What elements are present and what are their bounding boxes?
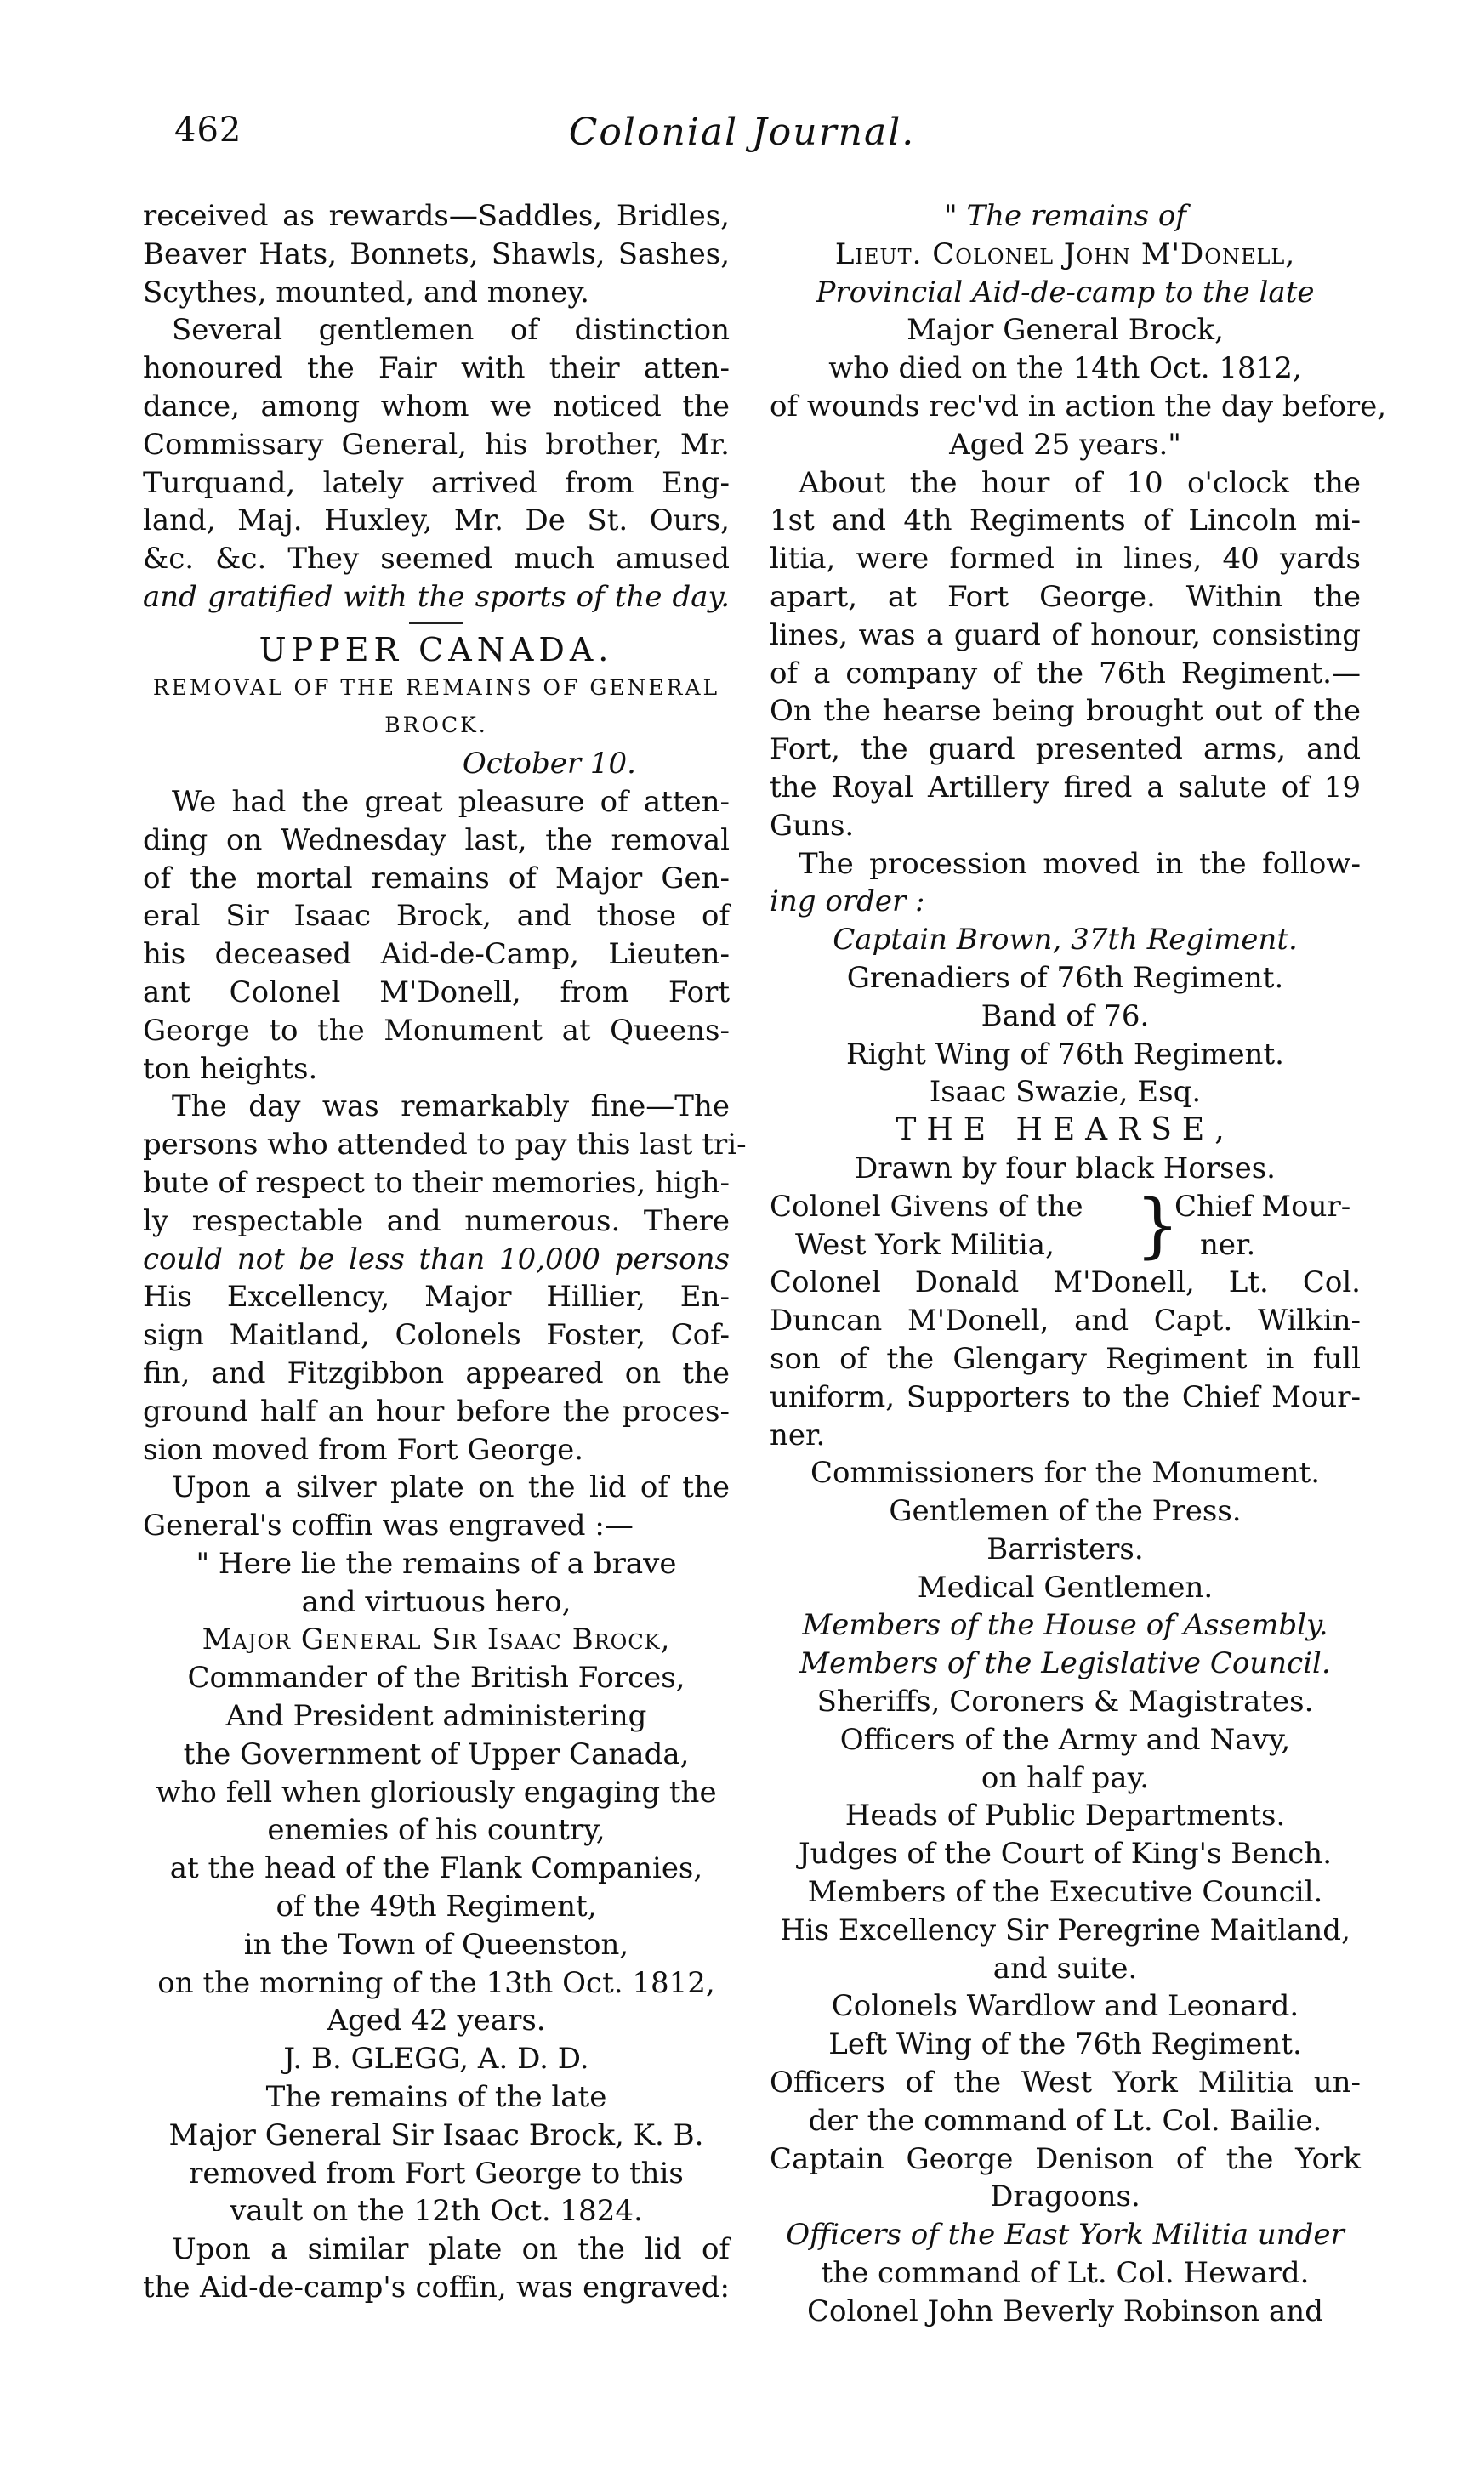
procession-item: Heads of Public Departments. xyxy=(844,1799,1286,1833)
inscription-line: vault on the 12th Oct. 1824. xyxy=(230,2194,643,2229)
chief-mourner-role xyxy=(1164,1188,1351,1265)
text-line: Several gentlemen of distinction xyxy=(172,313,730,348)
text-line: Colonel Donald M'Donell, Lt. Col. xyxy=(770,1265,1361,1300)
text-line: ground half an hour before the proces- xyxy=(143,1394,730,1429)
text-line: fin, and Fitzgibbon appeared on the xyxy=(143,1356,730,1390)
section-subheading: REMOVAL OF THE REMAINS OF GENERAL xyxy=(152,674,720,700)
inscription-line: Major General Sir Isaac Brock, xyxy=(202,1623,671,1657)
text-line: Beaver Hats, Bonnets, Shawls, Sashes, xyxy=(143,236,730,271)
section-subheading: BROCK. xyxy=(384,713,488,738)
text-line: sion moved from Fort George. xyxy=(143,1432,584,1467)
procession-item: the command of Lt. Col. Heward. xyxy=(821,2256,1310,2291)
dateline: October 10. xyxy=(462,747,636,781)
text-line: could not be less than 10,000 persons xyxy=(143,1242,730,1276)
inscription-line: the Government of Upper Canada, xyxy=(183,1736,690,1771)
procession-item: Commissioners for the Monument. xyxy=(810,1456,1321,1491)
left-column xyxy=(143,197,747,2307)
text-line: honoured the Fair with their atten- xyxy=(143,351,730,386)
text-line: sign Maitland, Colonels Foster, Cof- xyxy=(143,1318,730,1353)
text-line: the Aid-de-camp's coffin, was engraved: xyxy=(143,2271,730,2305)
text-line: Commissary General, his brother, Mr. xyxy=(143,427,730,462)
text-line: 1st and 4th Regiments of Lincoln mi- xyxy=(770,503,1361,538)
procession-item: Officers of the West York Militia un- xyxy=(770,2066,1361,2100)
right-column xyxy=(770,197,1387,2331)
procession-item: on half pay. xyxy=(981,1760,1150,1795)
text-line: About the hour of 10 o'clock the xyxy=(799,465,1361,500)
inscription-line: Provincial Aid-de-camp to the late xyxy=(816,275,1315,310)
procession-item: Judges of the Court of King's Bench. xyxy=(798,1837,1333,1872)
inscription-line: of the 49th Regiment, xyxy=(276,1890,597,1924)
inscription-signature: J. B. GLEGG, A. D. D. xyxy=(283,2042,589,2077)
page-number: 462 xyxy=(174,111,242,150)
chief-mourner-block xyxy=(770,1185,1361,1266)
procession-item: Right Wing of 76th Regiment. xyxy=(846,1037,1284,1071)
inscription-line: and virtuous hero, xyxy=(301,1584,571,1619)
text-line: Scythes, mounted, and money. xyxy=(143,275,589,310)
text-line: uniform, Supporters to the Chief Mour- xyxy=(770,1379,1361,1414)
procession-item: Medical Gentlemen. xyxy=(917,1570,1214,1605)
text-line: lines, was a guard of honour, consisting xyxy=(770,617,1361,652)
text-line: Upon a silver plate on the lid of the xyxy=(172,1470,730,1505)
text-line: apart, at Fort George. Within the xyxy=(770,579,1361,614)
text-line: persons who attended to pay this last tri- xyxy=(143,1128,747,1162)
procession-item: Sheriffs, Coroners & Magistrates. xyxy=(816,1685,1314,1719)
text-line: land, Maj. Huxley, Mr. De St. Ours, xyxy=(143,503,730,538)
text-line: ner. xyxy=(1200,1227,1256,1262)
inscription-line: Aged 42 years. xyxy=(327,2003,546,2038)
text-line: His Excellency, Major Hillier, En- xyxy=(143,1280,730,1315)
inscription-line: " Here lie the remains of a brave xyxy=(196,1546,677,1581)
text-line: ding on Wednesday last, the removal xyxy=(143,822,730,857)
procession-item: Grenadiers of 76th Regiment. xyxy=(846,960,1284,995)
text-line: his deceased Aid-de-Camp, Lieuten- xyxy=(143,937,730,972)
text-line: ton heights. xyxy=(143,1051,318,1086)
procession-item: and suite. xyxy=(992,1951,1138,1986)
procession-item: Captain George Denison of the York xyxy=(770,2141,1361,2176)
text-line: The day was remarkably fine—The xyxy=(172,1089,730,1124)
text-line: and gratified with the sports of the day. xyxy=(143,579,730,614)
text-line: son of the Glengary Regiment in full xyxy=(770,1341,1361,1376)
procession-item: Members of the Legislative Council. xyxy=(799,1646,1331,1681)
inscription-line: The remains of the late xyxy=(265,2080,607,2115)
procession-item: Members of the Executive Council. xyxy=(807,1875,1323,1910)
procession-item: der the command of Lt. Col. Bailie. xyxy=(808,2103,1322,2138)
text-line: ing order : xyxy=(770,884,925,919)
inscription-line: Major General Sir Isaac Brock, K. B. xyxy=(168,2117,704,2152)
procession-item: Isaac Swazie, Esq. xyxy=(929,1075,1202,1110)
inscription-line: who died on the 14th Oct. 1812, xyxy=(828,351,1302,386)
inscription-line: who fell when gloriously engaging the xyxy=(156,1775,717,1810)
text-line: ly respectable and numerous. There xyxy=(143,1203,730,1238)
text-line: the Royal Artillery fired a salute of 19 xyxy=(770,770,1361,804)
inscription-line: removed from Fort George to this xyxy=(189,2156,684,2191)
procession-item: Left Wing of the 76th Regiment. xyxy=(828,2027,1302,2062)
running-head: Colonial Journal. xyxy=(568,111,916,154)
text-line: Upon a similar plate on the lid of xyxy=(172,2232,730,2267)
inscription-line: " The remains of xyxy=(944,199,1186,233)
inscription-line: of wounds rec'vd in action the day before, xyxy=(770,389,1387,423)
text-line: received as rewards—Saddles, Bridles, xyxy=(143,199,730,233)
section-heading: UPPER CANADA. xyxy=(259,630,614,668)
text-line: Fort, the guard presented arms, and xyxy=(770,732,1361,767)
inscription-line: And President administering xyxy=(225,1699,647,1734)
inscription-line: Aged 25 years." xyxy=(949,427,1181,462)
procession-item: His Excellency Sir Peregrine Maitland, xyxy=(780,1912,1350,1947)
text-line: litia, were formed in lines, 40 yards xyxy=(770,542,1361,577)
inscription-line: Major General Brock, xyxy=(907,313,1224,348)
inscription-line: Lieut. Colonel John M'Donell, xyxy=(834,236,1296,271)
procession-item: Colonels Wardlow and Leonard. xyxy=(831,1989,1299,2024)
text-line: General's coffin was engraved :— xyxy=(143,1509,634,1543)
text-line: bute of respect to their memories, high- xyxy=(143,1165,730,1200)
text-line: eral Sir Isaac Brock, and those of xyxy=(143,899,730,934)
text-line: West York Militia, xyxy=(795,1227,1055,1262)
inscription-line: in the Town of Queenston, xyxy=(243,1927,629,1962)
text-line: of the mortal remains of Major Gen- xyxy=(143,861,730,895)
text-line: We had the great pleasure of atten- xyxy=(172,784,730,819)
inscription-line: at the head of the Flank Companies, xyxy=(169,1851,703,1886)
procession-item: Gentlemen of the Press. xyxy=(889,1494,1242,1529)
text-line: Guns. xyxy=(770,808,855,843)
procession-item: Officers of the East York Militia under xyxy=(786,2218,1345,2253)
procession-item: Officers of the Army and Navy, xyxy=(839,1722,1291,1757)
text-line: Colonel Givens of the xyxy=(770,1189,1083,1224)
text-line: &c. &c. They seemed much amused xyxy=(143,542,730,577)
text-line: Turquand, lately arrived from Eng- xyxy=(143,465,730,500)
text-line: The procession moved in the follow- xyxy=(799,846,1361,881)
text-line: Chief Mour- xyxy=(1174,1189,1351,1224)
procession-hearse: THE HEARSE, xyxy=(896,1112,1235,1148)
procession-item: Barristers. xyxy=(986,1532,1144,1566)
page-header xyxy=(0,111,1484,170)
inscription-line: Commander of the British Forces, xyxy=(187,1661,685,1696)
procession-item: Members of the House of Assembly. xyxy=(802,1608,1328,1643)
brace-mark: } xyxy=(1135,1185,1180,1266)
inscription-line: on the morning of the 13th Oct. 1812, xyxy=(157,1965,715,2000)
procession-item: Captain Brown, 37th Regiment. xyxy=(833,923,1298,958)
inscription-line: enemies of his country, xyxy=(267,1813,606,1848)
text-line: of a company of the 76th Regiment.— xyxy=(770,656,1361,691)
chief-mourner-name xyxy=(770,1188,1135,1265)
procession-item: Drawn by four black Horses. xyxy=(855,1151,1276,1185)
text-line: ner. xyxy=(770,1418,826,1452)
procession-item: Dragoons. xyxy=(990,2180,1140,2214)
text-line: Duncan M'Donell, and Capt. Wilkin- xyxy=(770,1304,1361,1338)
text-line: dance, among whom we noticed the xyxy=(143,389,730,423)
text-line: ant Colonel M'Donell, from Fort xyxy=(143,975,730,1009)
section-rule xyxy=(409,622,463,624)
text-line: George to the Monument at Queens- xyxy=(143,1013,730,1048)
procession-item: Colonel John Beverly Robinson and xyxy=(807,2293,1323,2328)
procession-item: Band of 76. xyxy=(981,998,1150,1033)
text-line: On the hearse being brought out of the xyxy=(770,694,1361,729)
